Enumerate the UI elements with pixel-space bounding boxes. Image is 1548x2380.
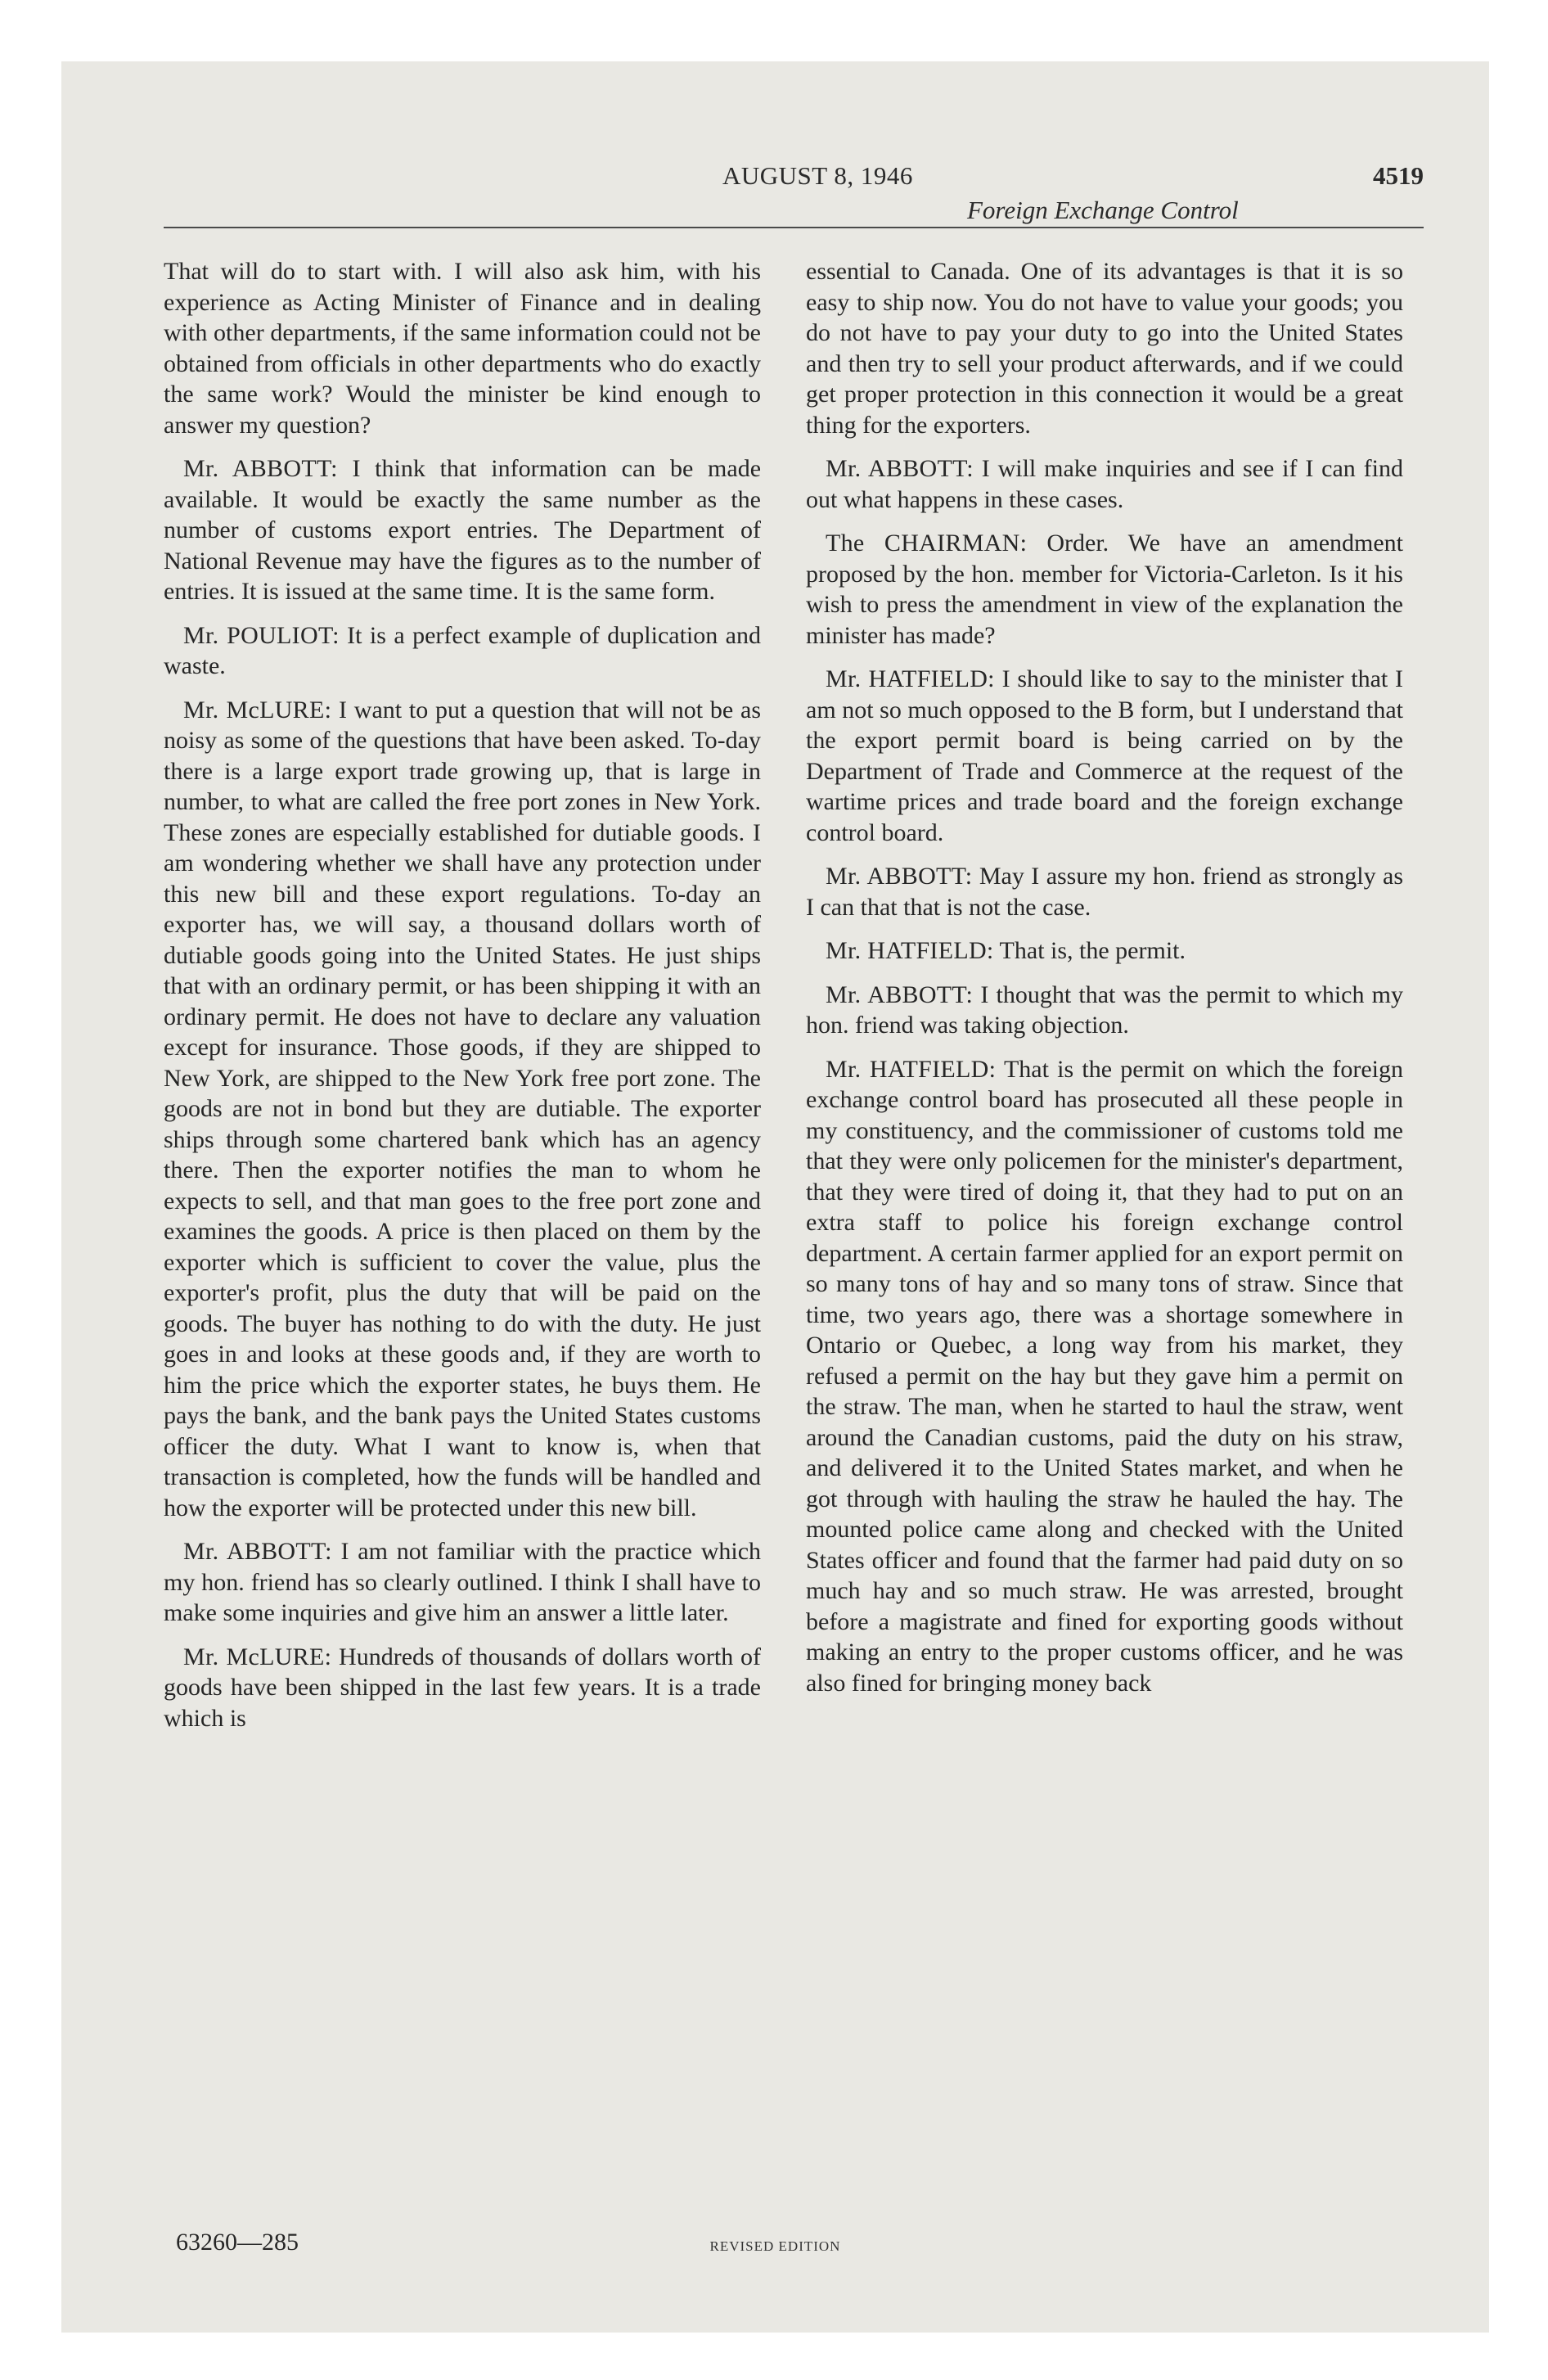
header-page-number: 4519 xyxy=(1373,161,1424,190)
paragraph-text: That is, the permit. xyxy=(999,937,1186,964)
paragraph xyxy=(806,664,1403,848)
header-rule xyxy=(164,227,1424,228)
speaker-name: Mr. ABBOTT: xyxy=(826,980,974,1008)
speaker-name: Mr. McLURE: xyxy=(183,696,332,723)
speaker-name: Mr. HATFIELD: xyxy=(826,1055,997,1083)
speaker-name: Mr. McLURE: xyxy=(183,1643,332,1670)
paragraph xyxy=(164,1642,761,1734)
paragraph-text: That is the permit on which the foreign exchange control board has prosecuted all these people in my constituency, and the commissioner of customs told me that they were only policemen for the minister's department, that they were tired of doing it, that they had to put on an extra staff to police his foreign exchange control department. A certain farmer applied for an export permit on so many tons of hay and so many tons of straw. Since that time, two years ago, there was a shortage somewhere in Ontario or Quebec, a long way from his market, they refused a permit on the hay but they gave him a permit on the straw. The man, when he started to haul the straw, went around the Canadian customs, paid the duty on his straw, and delivered it to the United States market, and when he got through with hauling the straw he hauled the hay. The mounted police came along and checked with the United States officer and found that the farmer had paid duty on so much hay and so much straw. He was arrested, brought before a magistrate and fined for exporting goods without making an entry to the proper customs officer, and he was also fined for bringing money back xyxy=(806,1055,1403,1697)
speaker-name: Mr. HATFIELD: xyxy=(826,665,995,692)
page-header xyxy=(164,161,1424,224)
paragraph-text: Hundreds of thousands of dollars worth of goods have been shipped in the last few years. It is a trade which is xyxy=(164,1643,762,1732)
page xyxy=(61,61,1489,2333)
right-column xyxy=(806,256,1403,1711)
edition-footer: REVISED EDITION xyxy=(709,2238,841,2254)
paragraph xyxy=(806,528,1403,651)
paragraph-text: Order. We have an amendment proposed by the hon. member for Victoria-Carleton. Is it his wish to press the amendment in view of the explanation the minister has made? xyxy=(806,530,1403,649)
paragraph-text: essential to Canada. One of its advantages is that it is so easy to ship now. You do not have to value your goods; you do not have to pay your duty to go into the United States and then try to sell your product afterwards, and if we could get proper protection in this connection it would be a great thing for the exporters. xyxy=(806,258,1403,439)
paragraph xyxy=(164,256,761,440)
speaker-name: Mr. POULIOT: xyxy=(183,621,340,649)
paragraph-text: I think that information can be made available. It would be exactly the same number as the number of customs export entries. The Department of National Revenue may have the figures as to the number of entries. It is issued at the same time. It is the same form. xyxy=(164,455,762,605)
paragraph xyxy=(806,256,1403,440)
speaker-name: Mr. ABBOTT: xyxy=(826,863,973,890)
paragraph-text: That will do to start with. I will also ask him, with his experience as Acting Minister of Finance and in dealing with other departments, if the same information could not be obtained from officials in other departments who do exactly the same work? Would the minister be kind enough to answer my question? xyxy=(164,258,761,439)
paragraph-text: I will make inquiries and see if I can find out what happens in these cases. xyxy=(806,455,1403,513)
speaker-name: Mr. ABBOTT: xyxy=(826,455,974,482)
speaker-name: Mr. ABBOTT: xyxy=(183,1538,332,1565)
paragraph xyxy=(164,695,761,1524)
speaker-name: The CHAIRMAN: xyxy=(826,530,1028,557)
speaker-name: Mr. ABBOTT: xyxy=(183,455,338,482)
printing-signature: 63260—285 xyxy=(176,2229,299,2256)
paragraph xyxy=(806,453,1403,515)
paragraph xyxy=(164,1536,761,1629)
header-section-title: Foreign Exchange Control xyxy=(967,196,1239,224)
paragraph-text: I should like to say to the minister that I am not so much opposed to the B form, but I understand that the export permit board is being carried on by the Department of Trade and Commerce at the request of the wartime prices and trade board and the foreign exchange control board. xyxy=(806,665,1403,846)
speaker-name: Mr. HATFIELD: xyxy=(826,937,994,964)
paragraph-text: I thought that was the permit to which my hon. friend was taking objection. xyxy=(806,980,1404,1039)
paragraph xyxy=(164,620,761,682)
paragraph-text: May I assure my hon. friend as strongly as I can that that is not the case. xyxy=(806,863,1404,921)
paragraph xyxy=(806,980,1403,1041)
left-column xyxy=(164,256,761,1747)
paragraph-text: It is a perfect example of duplication and waste. xyxy=(164,621,761,679)
paragraph-text: I am not familiar with the practice which my hon. friend has so clearly outlined. I think I shall have to make some inquiries and give him an answer a little later. xyxy=(164,1538,762,1626)
paragraph-text: I want to put a question that will not be as noisy as some of the questions that have been asked. To-day there is a large export trade growing up, that is large in number, to what are called the free port zones in New York. These zones are especially established for dutiable goods. I am wondering whether we shall have any protection under this new bill and these export regulations. To-day an exporter has, we will say, a thousand dollars worth of dutiable goods going into the United States. He just ships that with an ordinary permit, or has been shipping it with an ordinary permit. He does not have to declare any valuation except for insurance. Those goods, if they are shipped to New York, are shipped to the New York free port zone. The goods are not in bond but they are dutiable. The exporter ships through some chartered bank which has an agency there. Then the exporter notifies the man to whom he expects to sell, and that man goes to the free port zone and examines the goods. A price is then placed on them by the exporter which is sufficient to cover the value, plus the exporter's profit, plus the duty that will be paid on the goods. The buyer has nothing to do with the duty. He just goes in and looks at these goods and, if they are worth to him the price which the exporter states, he buys them. He pays the bank, and the bank pays the United States customs officer the duty. What I want to know is, when that transaction is completed, how the funds will be handled and how the exporter will be protected under this new bill. xyxy=(164,696,761,1521)
paragraph xyxy=(164,453,761,607)
paragraph xyxy=(806,861,1403,922)
paragraph xyxy=(806,1054,1403,1699)
header-date: AUGUST 8, 1946 xyxy=(722,161,913,190)
paragraph xyxy=(806,935,1403,967)
